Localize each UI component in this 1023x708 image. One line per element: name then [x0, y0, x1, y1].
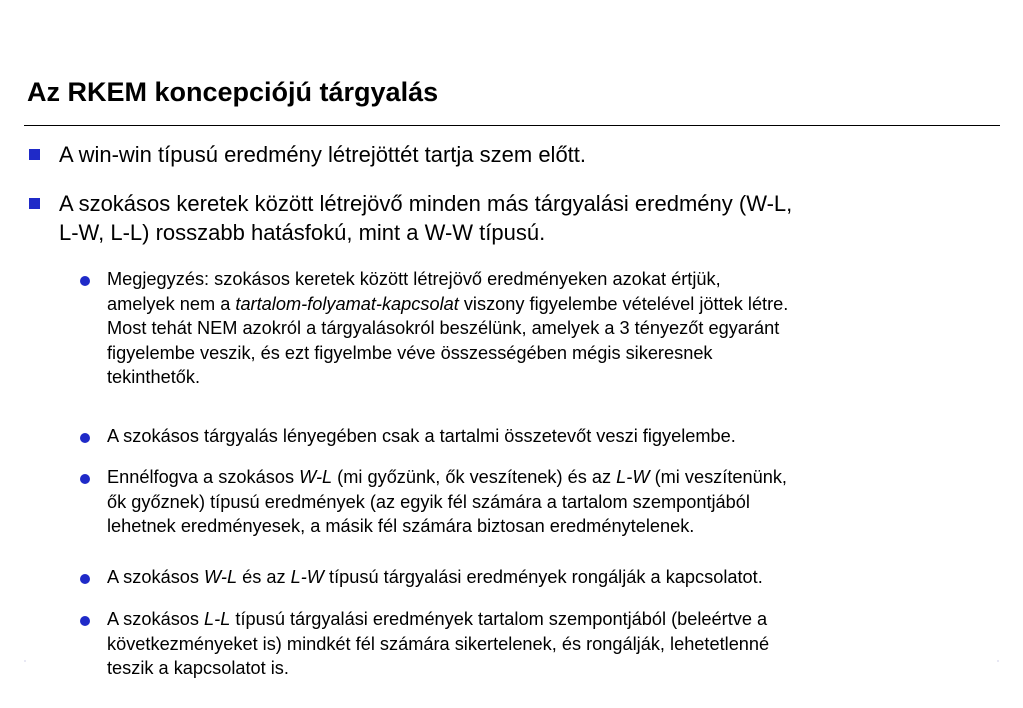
round-bullet-icon	[80, 574, 90, 584]
sub-bullet-text-line: lehetnek eredményesek, a másik fél számára biztosan eredménytelenek.	[107, 516, 695, 537]
text-run: típusú tárgyalási eredmények tartalom szempontjából (beleértve a	[230, 609, 768, 629]
sub-bullet-item-1	[107, 267, 1002, 390]
sub-bullet-text-line: teszik a kapcsolatot is.	[107, 658, 289, 679]
sub-bullet-text-line	[107, 292, 1002, 317]
text-run: A szokásos	[107, 609, 205, 629]
square-bullet-icon	[29, 198, 40, 209]
sub-bullet-text-line	[107, 465, 1002, 490]
emphasis-text: L-L	[204, 609, 231, 629]
bullet-item-2	[59, 189, 994, 247]
footer-mark-right	[997, 660, 999, 662]
emphasis-text: L-W	[290, 567, 324, 587]
emphasis-text: L-W	[616, 467, 650, 487]
title-divider	[24, 125, 1000, 126]
sub-bullet-text-line: Megjegyzés: szokásos keretek között létrejövő eredményeken azokat értjük,	[107, 269, 721, 289]
sub-bullet-text-line	[107, 607, 1002, 632]
text-run: amelyek nem a	[107, 293, 236, 314]
sub-bullet-text-line	[107, 565, 1002, 590]
footer-mark-left	[24, 660, 26, 662]
text-run: és az	[237, 567, 291, 587]
round-bullet-icon	[80, 433, 90, 443]
sub-bullet-item-3	[107, 465, 1002, 539]
round-bullet-icon	[80, 276, 90, 286]
text-run: (mi győzünk, ők veszítenek) és az	[332, 467, 617, 487]
text-run: típusú tárgyalási eredmények rongálják a kapcsolatot.	[323, 567, 763, 587]
emphasis-text: tartalom-folyamat-kapcsolat	[235, 293, 459, 314]
sub-bullet-text-line: ők győznek) típusú eredmények (az egyik fél számára a tartalom szempontjából	[107, 491, 750, 512]
round-bullet-icon	[80, 474, 90, 484]
sub-bullet-text-line: A szokásos tárgyalás lényegében csak a tartalmi összetevőt veszi figyelembe.	[107, 426, 736, 446]
sub-bullet-text-line: tekinthetők.	[107, 367, 201, 388]
text-run: (mi veszítenünk,	[649, 467, 787, 487]
bullet-item-1	[59, 140, 994, 169]
sub-bullet-text-line: következményeket is) mindkét fél számára sikertelenek, és rongálják, lehetetlenné	[107, 633, 770, 654]
text-run: Ennélfogva a szokásos	[107, 467, 300, 487]
emphasis-text: W-L	[204, 567, 238, 587]
sub-bullet-text-line: Most tehát NEM azokról a tárgyalásokról beszélünk, amelyek a 3 tényezőt egyaránt	[107, 318, 780, 339]
bullet-text-line: L-W, L-L) rosszabb hatásfokú, mint a W-W típusú.	[59, 220, 546, 245]
bullet-text: A win-win típusú eredmény létrejöttét tartja szem előtt.	[59, 142, 587, 167]
text-run: viszony figyelembe vételével jöttek létre.	[458, 293, 789, 314]
emphasis-text: W-L	[299, 467, 333, 487]
sub-bullet-item-5	[107, 607, 1002, 681]
sub-bullet-item-4	[107, 565, 1002, 590]
round-bullet-icon	[80, 616, 90, 626]
bullet-text-line: A szokásos keretek között létrejövő minden más tárgyalási eredmény (W-L,	[59, 191, 793, 216]
square-bullet-icon	[29, 149, 40, 160]
sub-bullet-text-line: figyelembe veszik, és ezt figyelmbe véve összességében mégis sikeresnek	[107, 342, 713, 363]
slide-title: Az RKEM koncepciójú tárgyalás	[27, 77, 439, 107]
sub-bullet-item-2	[107, 424, 1002, 449]
text-run: A szokásos	[107, 567, 205, 587]
